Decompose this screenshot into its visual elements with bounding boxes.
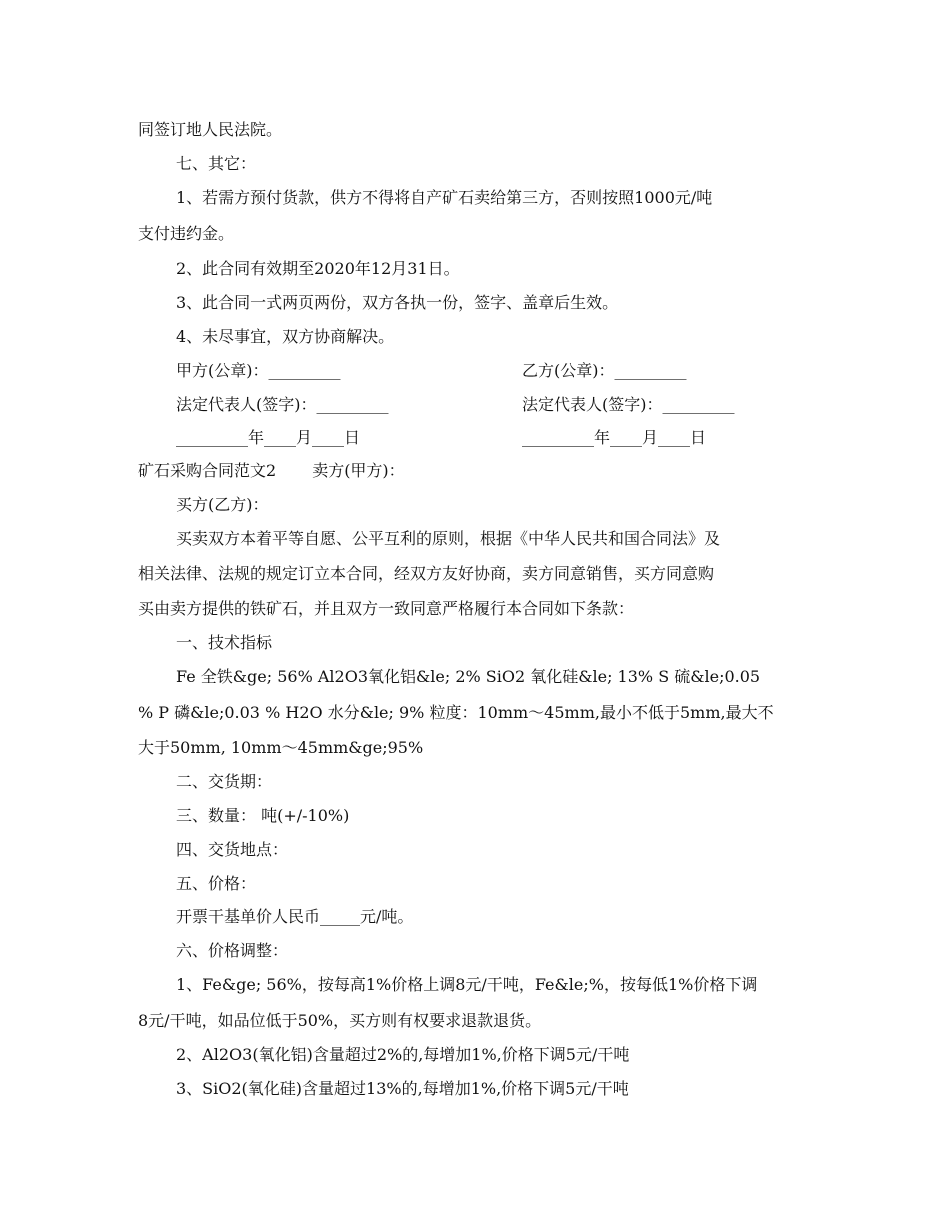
intro-paragraph: 相关法律、法规的规定订立本合同，经双方友好协商，卖方同意销售，买方同意购 <box>138 564 715 583</box>
section-heading: 七、其它： <box>176 154 257 173</box>
tech-spec: Fe 全铁&ge; 56% Al2O3氧化铝&le; 2% SiO2 氧化硅&le; 13% S 硫&le;0.05 <box>176 667 761 686</box>
adjust-item: 8元/干吨，如品位低于50%，买方则有权要求退款退货。 <box>138 1011 542 1030</box>
delivery-place-heading: 四、交货地点： <box>176 840 289 859</box>
party-b-seal: 乙方(公章)：_________ <box>522 361 687 380</box>
paragraph-line: 3、此合同一式两页两份，双方各执一份，签字、盖章后生效。 <box>176 293 619 312</box>
intro-paragraph: 买卖双方本着平等自愿、公平互利的原则，根据《中华人民共和国合同法》及 <box>176 529 721 548</box>
adjust-item: 1、Fe&ge; 56%，按每高1%价格上调8元/干吨，Fe&le;%，按每低1%价格下调 <box>176 975 758 994</box>
paragraph-line: 同签订地人民法院。 <box>138 120 283 139</box>
adjust-heading: 六、价格调整： <box>176 941 289 960</box>
tech-spec: % P 磷&le;0.03 % H2O 水分&le; 9% 粒度：10mm～45mm,最小不低于5mm,最大不 <box>138 703 774 722</box>
paragraph-line: 4、未尽事宜，双方协商解决。 <box>176 327 395 346</box>
delivery-period-heading: 二、交货期： <box>176 772 273 791</box>
party-b-representative: 法定代表人(签字)：_________ <box>522 395 735 414</box>
price-text: 开票干基单价人民币_____元/吨。 <box>176 907 414 926</box>
party-b-date: _________年____月____日 <box>522 428 707 447</box>
party-a-date: _________年____月____日 <box>176 428 361 447</box>
adjust-item: 2、Al2O3(氧化铝)含量超过2%的,每增加1%,价格下调5元/干吨 <box>176 1045 630 1064</box>
contract-title: 矿石采购合同范文2 <box>138 461 277 480</box>
buyer-label: 买方(乙方)： <box>176 495 269 514</box>
party-a-representative: 法定代表人(签字)：_________ <box>176 395 389 414</box>
price-heading: 五、价格： <box>176 874 257 893</box>
adjust-item: 3、SiO2(氧化硅)含量超过13%的,每增加1%,价格下调5元/干吨 <box>176 1079 629 1098</box>
contract-title-line <box>138 461 818 481</box>
tech-spec: 大于50mm, 10mm～45mm&ge;95% <box>138 738 424 757</box>
tech-heading: 一、技术指标 <box>176 633 273 652</box>
party-a-seal: 甲方(公章)：_________ <box>176 361 341 380</box>
seller-label: 卖方(甲方)： <box>312 461 405 480</box>
paragraph-line: 2、此合同有效期至2020年12月31日。 <box>176 259 460 278</box>
paragraph-line: 支付违约金。 <box>138 224 235 243</box>
paragraph-line: 1、若需方预付货款，供方不得将自产矿石卖给第三方，否则按照1000元/吨 <box>176 188 713 207</box>
intro-paragraph: 买由卖方提供的铁矿石，并且双方一致同意严格履行本合同如下条款： <box>138 599 635 618</box>
quantity-heading: 三、数量： 吨(+/-10%) <box>176 806 350 825</box>
